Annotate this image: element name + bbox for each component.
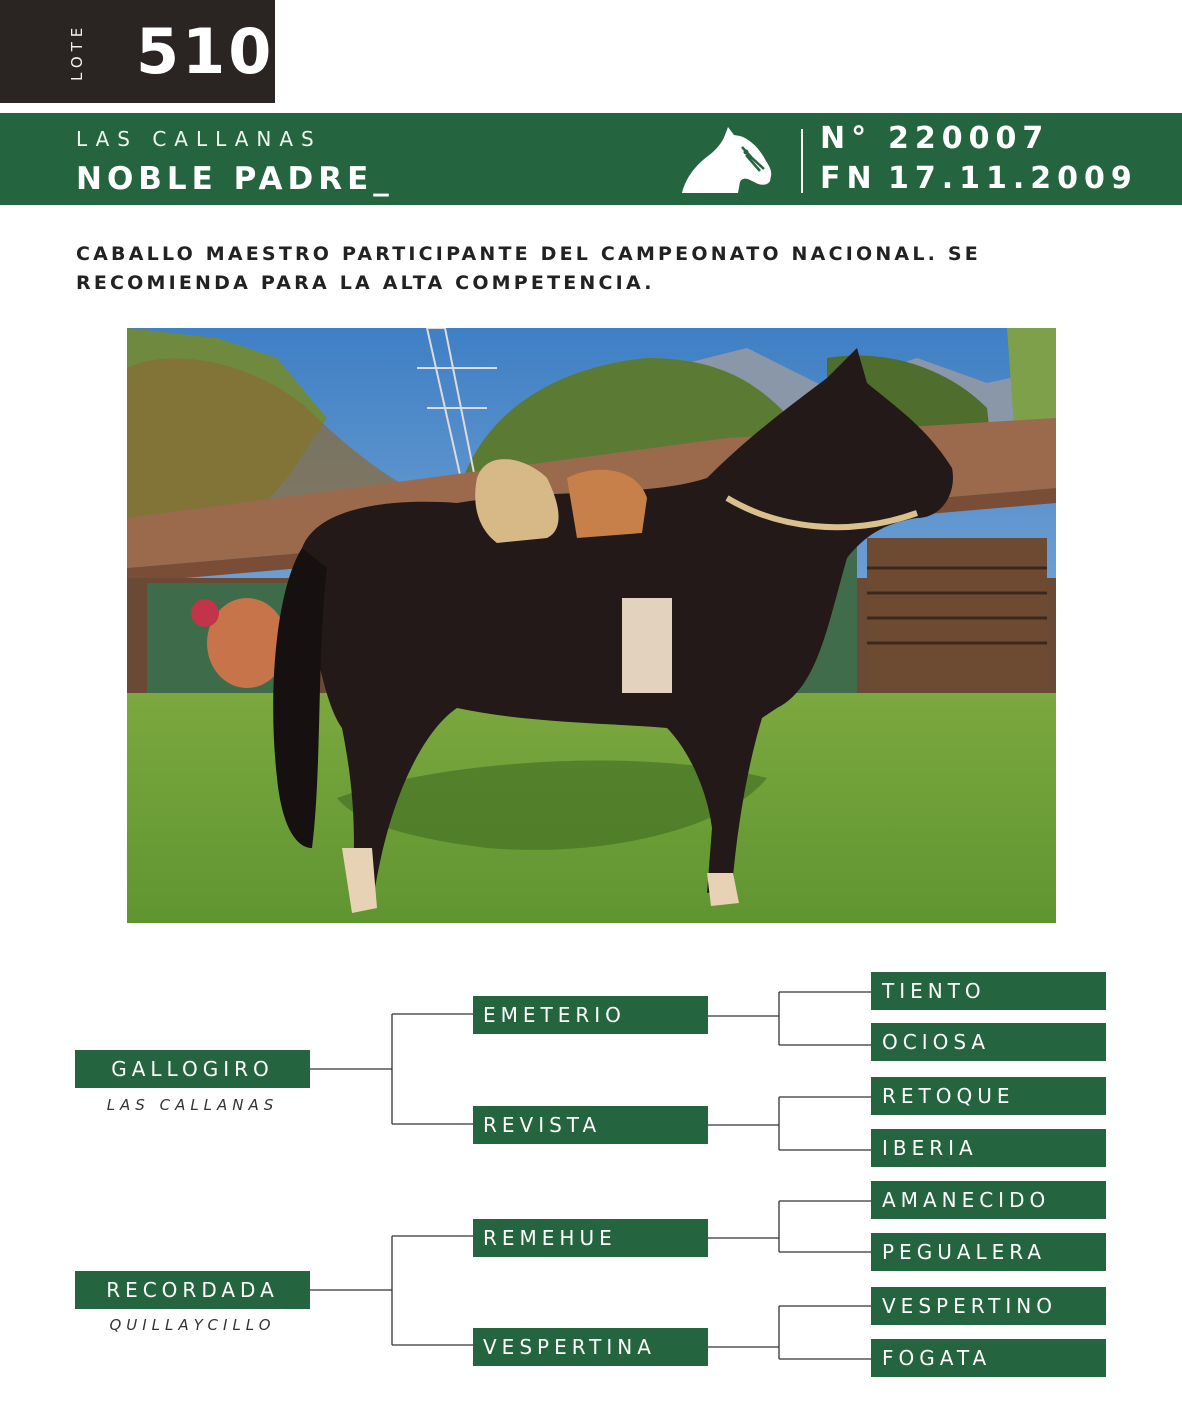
great-grandparent-box: OCIOSA bbox=[871, 1023, 1106, 1061]
birth-date-value: 17.11.2009 bbox=[888, 161, 1138, 196]
grandparent-box: REMEHUE bbox=[473, 1219, 708, 1257]
header-divider bbox=[801, 129, 803, 193]
registration-number: 220007 bbox=[888, 121, 1050, 156]
great-grandparent-box: AMANECIDO bbox=[871, 1181, 1106, 1219]
horse-photo bbox=[127, 328, 1056, 923]
grandparent-box: VESPERTINA bbox=[473, 1328, 708, 1366]
great-grandparent-box: RETOQUE bbox=[871, 1077, 1106, 1115]
great-grandparent-box: PEGUALERA bbox=[871, 1233, 1106, 1271]
breeder-name: LAS CALLANAS bbox=[76, 127, 322, 151]
lot-label: LOTE bbox=[68, 22, 86, 81]
birth-date-label: FN bbox=[820, 161, 878, 196]
registration-label: N° bbox=[820, 121, 873, 156]
lot-badge bbox=[0, 0, 275, 103]
horse-head-icon bbox=[680, 125, 774, 195]
grandparent-box: EMETERIO bbox=[473, 996, 708, 1034]
sire-box: GALLOGIRO bbox=[75, 1050, 310, 1088]
horse-description: CABALLO MAESTRO PARTICIPANTE DEL CAMPEONATO NACIONAL. SE RECOMIENDA PARA LA ALTA COMPETENCIA. bbox=[76, 243, 981, 294]
dam-breeder: QUILLAYCILLO bbox=[109, 1316, 276, 1334]
grandparent-box: REVISTA bbox=[473, 1106, 708, 1144]
great-grandparent-box: VESPERTINO bbox=[871, 1287, 1106, 1325]
dam-box: RECORDADA bbox=[75, 1271, 310, 1309]
sire-breeder: LAS CALLANAS bbox=[106, 1096, 279, 1114]
great-grandparent-box: IBERIA bbox=[871, 1129, 1106, 1167]
horse-name: NOBLE PADRE_ bbox=[76, 161, 394, 197]
great-grandparent-box: TIENTO bbox=[871, 972, 1106, 1010]
birth-date-line bbox=[820, 161, 1138, 196]
lot-number: 510 bbox=[136, 15, 275, 88]
registration-line bbox=[820, 121, 1049, 156]
header-band bbox=[0, 113, 1182, 205]
great-grandparent-box: FOGATA bbox=[871, 1339, 1106, 1377]
